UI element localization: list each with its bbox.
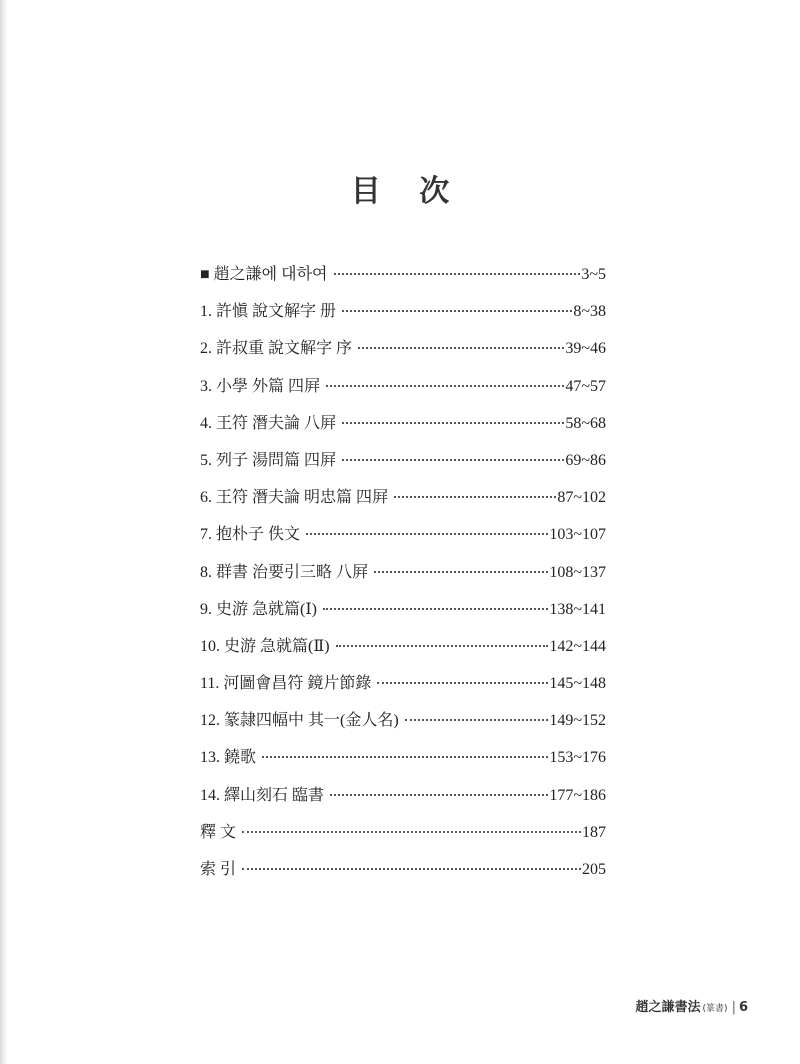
footer-subtitle: (篆書) [702,1004,728,1014]
toc-entry-label: 索 引 [200,851,242,888]
dot-leader [242,831,581,833]
toc-entry-pages: 87~102 [557,489,606,507]
toc-entry [200,591,606,628]
toc-entry-label: 9. 史游 急就篇(Ⅰ) [200,591,323,628]
toc-entry-label: 1. 許愼 說文解字 册 [200,293,342,330]
page-edge-shadow [0,0,8,1064]
dot-leader [374,571,548,573]
dot-leader [394,496,556,498]
dot-leader [342,459,564,461]
toc-entry [200,777,606,814]
dot-leader [405,719,549,721]
toc-entry-pages: 153~176 [549,749,606,767]
toc-entry-label: 2. 許叔重 說文解字 序 [200,330,358,367]
toc-entry [200,702,606,739]
page-number: 6 [738,1000,748,1015]
toc-entry-label: 10. 史游 急就篇(Ⅱ) [200,628,336,665]
toc-entry-label: 3. 小學 外篇 四屛 [200,368,326,405]
toc-entry-pages: 108~137 [549,563,606,581]
toc-entry [200,479,606,516]
dot-leader [342,310,572,312]
page-title: 目 次 [350,174,464,209]
toc-entry [200,628,606,665]
toc-entry-label: 13. 鐃歌 [200,739,262,776]
toc-entry [200,368,606,405]
toc-entry-pages: 177~186 [549,786,606,804]
dot-leader [358,347,564,349]
dot-leader [342,422,564,424]
table-of-contents [200,256,606,888]
dot-leader [306,533,548,535]
toc-entry-label: 釋 文 [200,814,242,851]
toc-entry-pages: 205 [582,861,606,878]
toc-entry [200,293,606,330]
toc-entry [200,516,606,553]
toc-entry [200,814,606,851]
toc-entry-pages: 8~38 [573,303,606,321]
toc-entry [200,739,606,776]
toc-entry [200,442,606,479]
toc-entry-pages: 39~46 [565,340,606,358]
dot-leader [262,756,548,758]
toc-entry [200,405,606,442]
toc-entry-pages: 145~148 [549,675,606,693]
toc-entry-pages: 142~144 [549,637,606,655]
toc-entry-label: 4. 王符 潛夫論 八屛 [200,405,342,442]
toc-entry [200,256,606,293]
toc-entry-label: 7. 抱朴子 佚文 [200,516,306,553]
toc-entry-pages: 69~86 [565,451,606,469]
toc-entry-label: 11. 河圖會昌符 鏡片節錄 [200,665,377,702]
toc-entry-label: 12. 篆隷四幅中 其一(金人名) [200,702,405,739]
toc-entry-label: 5. 列子 湯問篇 四屛 [200,442,342,479]
footer-book-title: 趙之謙書法 [635,1000,701,1015]
dot-leader [377,682,548,684]
page-footer [636,996,748,1015]
dot-leader [323,608,548,610]
dot-leader [326,385,564,387]
toc-entry-label: 14. 繹山刻石 臨書 [200,777,330,814]
toc-entry-pages: 187 [582,823,606,841]
dot-leader [242,868,581,870]
toc-entry [200,554,606,591]
toc-entry-pages: 58~68 [565,414,606,432]
dot-leader [334,273,581,275]
footer-separator: | [731,1000,736,1015]
toc-entry-label: 8. 群書 治要引三略 八屛 [200,554,374,591]
toc-entry-pages: 47~57 [565,377,606,395]
toc-entry [200,330,606,367]
toc-entry [200,851,606,888]
dot-leader [330,794,548,796]
toc-entry-pages: 103~107 [549,526,606,544]
toc-entry [200,665,606,702]
toc-entry-pages: 3~5 [581,266,606,283]
toc-entry-pages: 138~141 [549,600,606,618]
toc-entry-pages: 149~152 [549,712,606,730]
dot-leader [336,645,549,647]
toc-entry-label: ■ 趙之謙에 대하여 [200,256,334,293]
toc-entry-label: 6. 王符 潛夫論 明忠篇 四屛 [200,479,394,516]
